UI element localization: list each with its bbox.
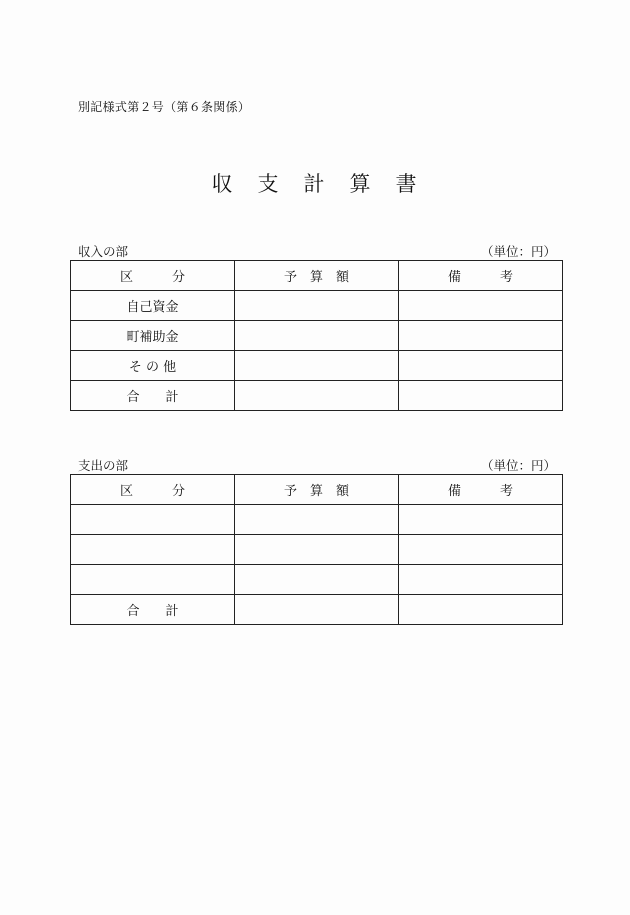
income-unit-label: （単位：円） bbox=[480, 244, 556, 259]
expense-unit-label: （単位：円） bbox=[480, 458, 556, 473]
table-row bbox=[71, 505, 563, 535]
table-row bbox=[71, 321, 563, 351]
expense-table bbox=[70, 474, 563, 625]
column-header-category: 区 分 bbox=[71, 475, 235, 505]
income-section-header bbox=[78, 242, 556, 260]
column-header-category: 区 分 bbox=[71, 261, 235, 291]
document-title: 収 支 計 算 書 bbox=[211, 172, 419, 196]
remarks-cell[interactable] bbox=[399, 565, 563, 595]
remarks-cell[interactable] bbox=[399, 291, 563, 321]
category-cell[interactable] bbox=[71, 565, 235, 595]
table-row bbox=[71, 535, 563, 565]
remarks-cell[interactable] bbox=[399, 321, 563, 351]
category-cell[interactable] bbox=[71, 505, 235, 535]
amount-cell[interactable] bbox=[235, 351, 399, 381]
remarks-cell[interactable] bbox=[399, 351, 563, 381]
row-category: 自己資金 bbox=[71, 291, 235, 321]
table-row bbox=[71, 565, 563, 595]
table-row bbox=[71, 291, 563, 321]
column-header-budget: 予 算 額 bbox=[235, 475, 399, 505]
column-header-budget: 予 算 額 bbox=[235, 261, 399, 291]
amount-cell[interactable] bbox=[235, 565, 399, 595]
income-table bbox=[70, 260, 563, 411]
income-header-row bbox=[71, 261, 563, 291]
remarks-cell[interactable] bbox=[399, 595, 563, 625]
expense-heading: 支出の部 bbox=[78, 458, 129, 473]
amount-cell[interactable] bbox=[235, 505, 399, 535]
row-category: 合 計 bbox=[71, 381, 235, 411]
row-category: 合 計 bbox=[71, 595, 235, 625]
amount-cell[interactable] bbox=[235, 595, 399, 625]
row-category: そ の 他 bbox=[71, 351, 235, 381]
remarks-cell[interactable] bbox=[399, 535, 563, 565]
remarks-cell[interactable] bbox=[399, 381, 563, 411]
income-heading: 収入の部 bbox=[78, 244, 129, 259]
expense-header-row bbox=[71, 475, 563, 505]
amount-cell[interactable] bbox=[235, 291, 399, 321]
amount-cell[interactable] bbox=[235, 321, 399, 351]
category-cell[interactable] bbox=[71, 535, 235, 565]
column-header-remarks: 備 考 bbox=[399, 475, 563, 505]
amount-cell[interactable] bbox=[235, 535, 399, 565]
form-number: 別記様式第２号（第６条関係） bbox=[78, 100, 251, 114]
total-row bbox=[71, 381, 563, 411]
total-row bbox=[71, 595, 563, 625]
amount-cell[interactable] bbox=[235, 381, 399, 411]
expense-section-header bbox=[78, 456, 556, 474]
row-category: 町補助金 bbox=[71, 321, 235, 351]
column-header-remarks: 備 考 bbox=[399, 261, 563, 291]
table-row bbox=[71, 351, 563, 381]
remarks-cell[interactable] bbox=[399, 505, 563, 535]
